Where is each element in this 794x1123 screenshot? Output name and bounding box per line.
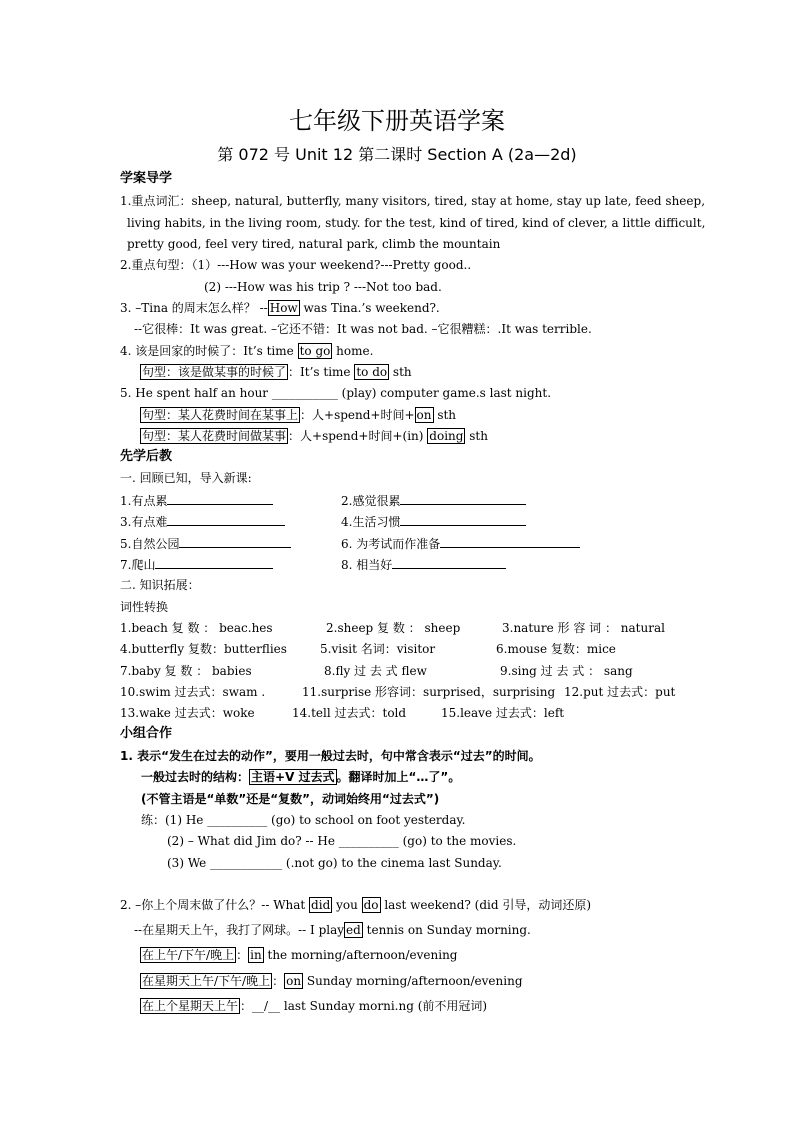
text: 。翻译时加上“…了”。 bbox=[336, 770, 461, 784]
section-heading-guide: 学案导学 bbox=[120, 171, 173, 186]
vocab-item bbox=[341, 513, 526, 530]
text: ：人+spend+时间+ bbox=[300, 408, 415, 422]
word-form-heading: 词性转换 bbox=[120, 600, 169, 614]
text: Sunday morning/afternoon/evening bbox=[303, 974, 523, 988]
exercise-1: 练：(1) He __________ (go) to school on foot yesterday. bbox=[141, 813, 466, 827]
text: ： bbox=[236, 948, 249, 962]
answer-blank bbox=[440, 535, 580, 548]
key-vocab-line-3: pretty good, feel very tired, natural park, climb the mountain bbox=[127, 237, 501, 251]
vocab-item bbox=[120, 535, 291, 552]
text: tennis on Sunday morning. bbox=[362, 923, 531, 937]
time-to-do-pattern-line bbox=[140, 364, 412, 380]
section-heading-learn-first: 先学后教 bbox=[120, 449, 173, 464]
last-sunday-line bbox=[140, 998, 487, 1014]
boxed-pattern: 在上个星期天上午 bbox=[142, 999, 239, 1013]
boxed-word: How bbox=[269, 301, 298, 315]
answer-blank bbox=[400, 513, 526, 526]
vocab-label: 7.爬山 bbox=[120, 558, 156, 572]
boxed-word: did bbox=[311, 898, 331, 912]
text: 2. –你上个周末做了什么？-- What bbox=[120, 898, 310, 912]
text: home. bbox=[332, 344, 374, 358]
answer-blank bbox=[392, 556, 506, 569]
text: ：It’s time bbox=[288, 365, 355, 379]
vocab-label: 6. 为考试而作准备 bbox=[341, 537, 441, 551]
vocab-label: 1.有点累 bbox=[120, 494, 168, 508]
key-vocab-line-1: 1.重点词汇：sheep, natural, butterfly, many visitors, tired, stay at home, stay up late, feed sheep, bbox=[120, 194, 706, 208]
word-form-item: 12.put 过去式：put bbox=[564, 685, 676, 699]
text: you bbox=[332, 898, 362, 912]
text: sth bbox=[389, 365, 412, 379]
key-pattern-line-2: (2) ---How was his trip ? ---Not too bad. bbox=[204, 280, 442, 294]
section-heading-group-work: 小组合作 bbox=[120, 726, 173, 741]
page-subtitle: 第 072 号 Unit 12 第二课时 Section A (2a—2d) bbox=[217, 145, 577, 164]
word-form-item: 13.wake 过去式：woke bbox=[120, 706, 255, 720]
word-form-item: 1.beach 复 数 ： beac.hes bbox=[120, 621, 273, 635]
word-form-item: 11.surprise 形容词：surprised，surprising bbox=[302, 685, 556, 699]
answer-blank bbox=[167, 513, 285, 526]
word-form-item: 4.butterfly 复数：butterflies bbox=[120, 642, 287, 656]
word-form-item: 6.mouse 复数：mice bbox=[496, 642, 616, 656]
answer-blank bbox=[155, 556, 273, 569]
key-pattern-line-1: 2.重点句型：（1）---How was your weekend?---Pretty good.. bbox=[120, 258, 472, 272]
spent-sentence-line: 5. He spent half an hour ___________ (play) computer game.s last night. bbox=[120, 386, 552, 400]
answer-blank bbox=[400, 492, 526, 505]
word-form-item: 5.visit 名词：visitor bbox=[320, 642, 436, 656]
boxed-pattern: 主语+V 过去式 bbox=[251, 770, 335, 784]
vocab-item bbox=[120, 513, 285, 530]
word-form-item: 9.sing 过 去 式 ： sang bbox=[500, 664, 633, 678]
text: ：__/__ last Sunday morni.ng (前不用冠词) bbox=[240, 999, 488, 1013]
vocab-item bbox=[341, 556, 506, 573]
word-form-item: 14.tell 过去式：told bbox=[292, 706, 407, 720]
vocab-item bbox=[120, 492, 273, 509]
tina-weekend-line bbox=[120, 300, 440, 316]
word-form-item: 15.leave 过去式：left bbox=[441, 706, 565, 720]
boxed-word: on bbox=[416, 408, 432, 422]
boxed-word: to go bbox=[299, 344, 331, 358]
text: ： bbox=[272, 974, 285, 988]
knowledge-expansion-heading: 二. 知识拓展： bbox=[120, 578, 200, 592]
word-form-item: 3.nature 形 容 词 ： natural bbox=[502, 621, 665, 635]
answer-blank bbox=[179, 535, 291, 548]
text: 一般过去时的结构： bbox=[141, 770, 250, 784]
on-sunday-line bbox=[140, 973, 523, 989]
text: last weekend? (did 引导，动词还原) bbox=[380, 898, 592, 912]
boxed-word: on bbox=[286, 974, 302, 988]
boxed-pattern: 在星期天上午/下午/晚上 bbox=[142, 974, 271, 988]
time-to-go-line bbox=[120, 343, 373, 359]
vocab-label: 8. 相当好 bbox=[341, 558, 393, 572]
exercise-3: (3) We ____________ (.not go) to the cinema last Sunday. bbox=[167, 856, 502, 870]
boxed-pattern: 句型：某人花费时间做某事 bbox=[142, 429, 287, 443]
vocab-label: 5.自然公园 bbox=[120, 537, 180, 551]
past-tense-structure bbox=[141, 769, 460, 785]
word-form-item: 2.sheep 复 数 ： sheep bbox=[326, 621, 461, 635]
key-vocab-line-2: living habits, in the living room, study. for the test, kind of tired, kind of clever, a little difficult, bbox=[127, 216, 706, 230]
text: --在星期天上午，我打了网球。-- I play bbox=[134, 923, 345, 937]
word-form-item: 8.fly 过 去 式 flew bbox=[324, 664, 427, 678]
vocab-label: 4.生活习惯 bbox=[341, 515, 401, 529]
boxed-word: in bbox=[250, 948, 262, 962]
review-heading: 一. 回顾已知，导入新课: bbox=[120, 471, 252, 485]
spend-on-pattern-line bbox=[140, 407, 456, 423]
boxed-word: doing bbox=[429, 429, 464, 443]
text: sth bbox=[433, 408, 457, 422]
vocab-item bbox=[120, 556, 273, 573]
past-tense-note: (不管主语是“单数”还是“复数”，动词始终用“过去式”) bbox=[141, 792, 440, 806]
word-form-item: 10.swim 过去式：swam . bbox=[120, 685, 266, 699]
text: 4. 该是回家的时候了：It’s time bbox=[120, 344, 298, 358]
page-title: 七年级下册英语学案 bbox=[289, 107, 505, 135]
played-tennis-line bbox=[134, 922, 531, 938]
answer-blank bbox=[167, 492, 273, 505]
text: ：人+spend+时间+(in) bbox=[288, 429, 428, 443]
boxed-word: to do bbox=[356, 365, 388, 379]
text: was Tina.’s weekend?. bbox=[299, 301, 440, 315]
boxed-pattern: 句型：该是做某事的时候了 bbox=[142, 365, 287, 379]
word-form-item: 7.baby 复 数 ： babies bbox=[120, 664, 252, 678]
spend-doing-pattern-line bbox=[140, 428, 488, 444]
vocab-item bbox=[341, 492, 526, 509]
past-tense-rule: 1. 表示“发生在过去的动作”，要用一般过去时，句中常含表示“过去”的时间。 bbox=[120, 749, 541, 763]
text: sth bbox=[465, 429, 488, 443]
weekend-replies-line: --它很棒：It was great. –它还不错：It was not bad. –它很糟糕：.It was terrible. bbox=[134, 322, 592, 336]
exercise-2: (2) – What did Jim do? -- He __________ (go) to the movies. bbox=[167, 834, 517, 848]
text: 3. –Tina 的周末怎么样？ -- bbox=[120, 301, 268, 315]
vocab-label: 3.有点难 bbox=[120, 515, 168, 529]
boxed-word: do bbox=[363, 898, 379, 912]
boxed-suffix: ed bbox=[346, 923, 361, 937]
boxed-pattern: 句型：某人花费时间在某事上 bbox=[142, 408, 299, 422]
vocab-item bbox=[341, 535, 580, 552]
text: the morning/afternoon/evening bbox=[263, 948, 458, 962]
last-weekend-question bbox=[120, 897, 591, 913]
boxed-pattern: 在上午/下午/晚上 bbox=[142, 948, 235, 962]
in-the-morning-line bbox=[140, 947, 458, 963]
vocab-label: 2.感觉很累 bbox=[341, 494, 401, 508]
